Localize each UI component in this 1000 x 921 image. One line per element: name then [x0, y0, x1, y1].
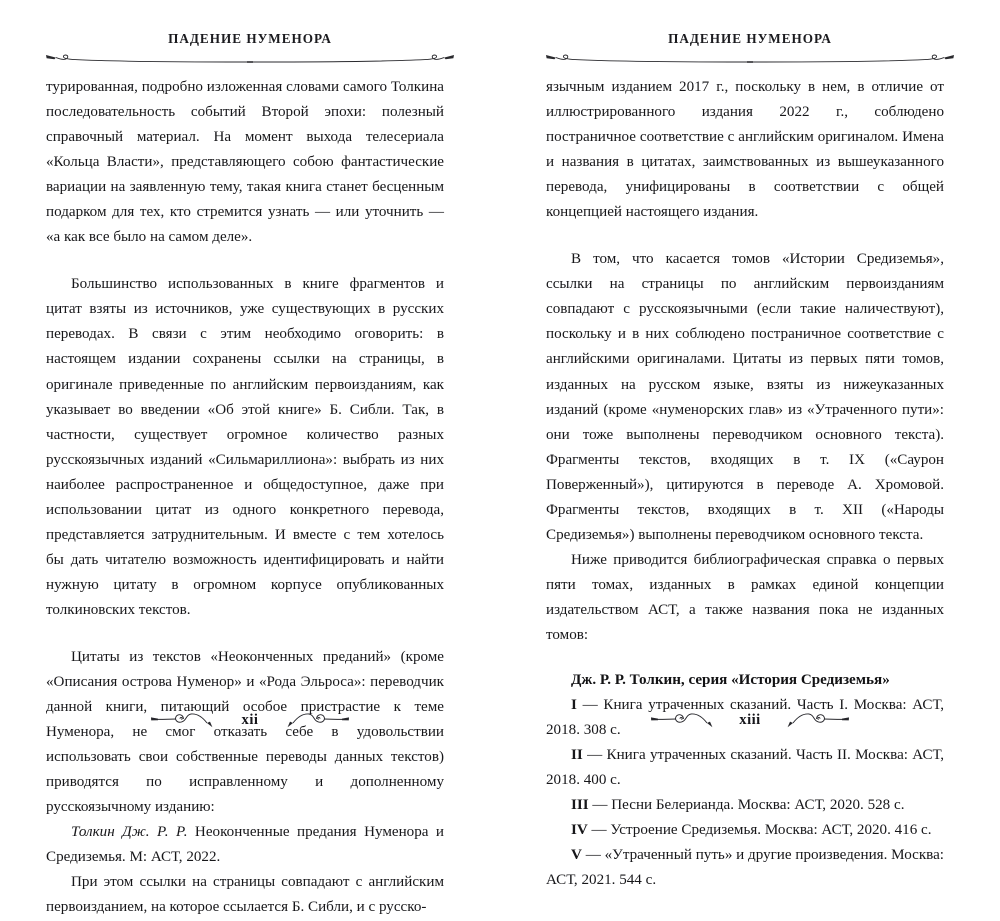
bibliography-item-text: — Песни Белерианда. Москва: АСТ, 2020. 528 с.: [588, 797, 905, 814]
paragraph: язычным изданием 2017 г., поскольку в нем, в отличие от иллюстрированного издания 2022 г., соблюдено постраничное соответствие с английским оригиналом. Имена и названия в цитатах, заимствованных из вышеуказанного перевода, унифицированы в соответствии с общей концепцией настоящего издания.: [546, 79, 944, 221]
left-page-running-head: [40, 32, 460, 66]
paragraph: В том, что касается томов «Истории Средиземья», ссылки на страницы по английским первоизданиям совпадают с русскоязычными (если такие наличествуют), поскольку и в них соблюдено постраничное соответствие с английскими оригиналами. Цитаты из первых пяти томов, изданных на русском языке, взяты из нижеуказанных изданий (кроме «нуменорских глав» из «Утраченного пути»: они тоже выполнены переводчиком основного текста). Фрагменты текстов, входящих в т. IX («Саурон Поверженный»), цитируются в переводе А. Хромовой. Фрагменты текстов, входящих в т. XII («Народы Средиземья») выполнены переводчиком основного текста.: [546, 251, 944, 543]
right-page-footer: [500, 706, 1000, 734]
bibliography-item-text: — «Утраченный путь» и другие произведения. Москва: АСТ, 2021. 544 с.: [546, 847, 944, 889]
source-reference: [46, 820, 444, 870]
folio-number: xii: [241, 711, 259, 728]
folio-number: xiii: [739, 711, 761, 728]
paragraph: турированная, подробно изложенная словами самого Толкина последовательность событий Второй эпохи: полезный справочный материал. На момент выхода телесериала «Кольца Власти», представляющего собою фантастические вариации на заявленную тему, такая книга станет бесценным подарком для тех, кто стремится узнать — или уточнить — «а как все было на самом деле».: [46, 79, 444, 246]
bibliography-item-numeral: II: [571, 747, 583, 764]
bibliography-item: [546, 793, 944, 818]
footer-ornament-right: [272, 707, 350, 733]
bibliography-item: [546, 743, 944, 793]
source-reference-author: Толкин Дж. Р. Р.: [71, 824, 188, 841]
paragraph: Большинство использованных в книге фрагментов и цитат взяты из источников, уже существующих в русских переводах. В связи с этим необходимо оговорить: в настоящем издании сохранены ссылки на страницы, в оригинале приведенные по английским первоизданиям, как указывает во введении «Об этой книге» Б. Сибли. Так, в частности, существует огромное количество разных русскоязычных изданий «Сильмариллиона»: выбрать из них наиболее распространенное и общедоступное, даже при использовании цитат из одного конкретного перевода, представляется затруднительным. И вместе с тем хотелось бы дать читателю возможность идентифицировать и найти нужную цитату в огромном корпусе опубликованных толкиновских текстов.: [46, 276, 444, 618]
bibliography-heading: Дж. Р. Р. Толкин, серия «История Средиземья»: [571, 672, 890, 689]
bibliography-item-numeral: V: [571, 847, 582, 864]
bibliography-item-numeral: III: [571, 797, 589, 814]
bibliography-item-text: — Книга утраченных сказаний. Часть I. Москва: АСТ, 2018. 308 с.: [546, 697, 944, 739]
paragraph: При этом ссылки на страницы совпадают с английским первоизданием, на которое ссылается Б. Сибли, и с русско-: [46, 874, 444, 916]
header-rule-ornament: [541, 51, 959, 71]
bibliography-item-text: — Устроение Средиземья. Москва: АСТ, 2020. 416 с.: [587, 822, 932, 839]
running-head-title: ПАДЕНИЕ НУМЕНОРА: [668, 31, 832, 46]
left-page: [0, 0, 500, 916]
right-page-running-head: [540, 32, 960, 66]
bibliography-item: [546, 843, 944, 893]
bibliography-item-numeral: I: [571, 697, 577, 714]
footer-ornament-left: [150, 707, 228, 733]
running-head-title: ПАДЕНИЕ НУМЕНОРА: [168, 31, 332, 46]
source-reference-title: Неоконченные предания Нуменора и Средиземья. М: АСТ, 2022.: [46, 824, 444, 866]
left-page-footer: [0, 706, 500, 734]
header-rule-ornament: [41, 51, 459, 71]
paragraph: Ниже приводится библиографическая справка о первых пяти томах, изданных в рамках единой концепции издательством АСТ, а также названия пока не изданных томов:: [546, 551, 944, 643]
footer-ornament-right: [772, 707, 850, 733]
footer-ornament-left: [650, 707, 728, 733]
right-page: [500, 0, 1000, 889]
bibliography-item: [546, 818, 944, 843]
bibliography-item-text: — Книга утраченных сказаний. Часть II. Москва: АСТ, 2018. 400 с.: [546, 747, 944, 789]
bibliography-item-numeral: IV: [571, 822, 588, 839]
paragraph: Цитаты из текстов «Неоконченных преданий» (кроме «Описания острова Нуменор» и «Рода Эльроса»: переводчик данной книги, питающий особое пристрастие к теме Нуменора, не смог отказать себе в удовольствии использовать свои собственные переводы данных текстов) приводятся по исправленному и дополненному русскоязычному изданию:: [46, 648, 444, 816]
